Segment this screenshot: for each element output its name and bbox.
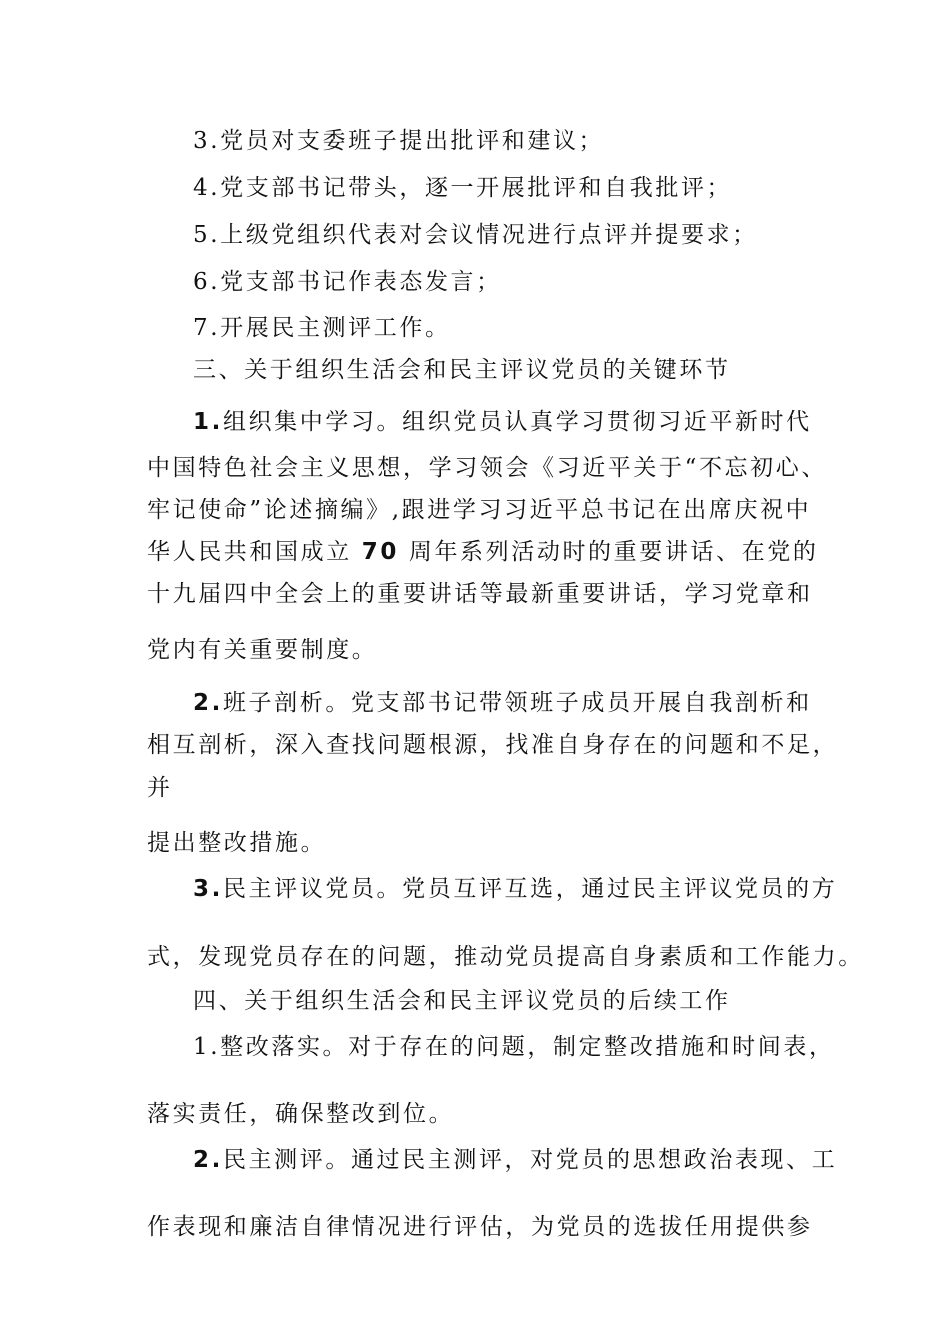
key-step-1-line-1 [193,407,812,437]
key-step-1-line-3: 牢记使命”论述摘编》,跟进学习习近平总书记在出席庆祝中 [147,497,812,523]
key-step-3-line-2: 式，发现党员存在的问题，推动党员提高自身素质和工作能力。 [147,944,864,970]
key-step-2-line-3: 并 [147,775,173,801]
key-step-1-line-4 [147,537,818,567]
procedure-item-6: 6.党支部书记作表态发言； [193,269,502,295]
key-step-1-line-4-pre: 华人民共和国成立 [147,539,362,565]
key-step-2-text: 班子剖析。党支部书记带领班子成员开展自我剖析和 [222,690,812,716]
procedure-item-5: 5.上级党组织代表对会议情况进行点评并提要求； [193,222,758,248]
key-step-1-line-2: 中国特色社会主义思想，学习领会《习近平关于“不忘初心、 [147,455,827,481]
key-step-1-line-4-post: 周年系列活动时的重要讲话、在党的 [398,539,819,565]
procedure-item-4: 4.党支部书记带头，逐一开展批评和自我批评； [193,175,733,201]
follow-up-2-text: 民主测评。通过民主测评，对党员的思想政治表现、工 [222,1147,838,1173]
follow-up-1-line-1: 1.整改落实。对于存在的问题，制定整改措施和时间表， [193,1034,835,1060]
key-step-2-line-4: 提出整改措施。 [147,830,327,856]
follow-up-1-line-2: 落实责任，确保整改到位。 [147,1101,455,1127]
key-step-2-number: 2. [193,690,223,716]
key-step-2-line-1 [193,688,812,718]
follow-up-2-number: 2. [193,1147,223,1173]
key-step-3-number: 3. [193,876,223,902]
section-heading-3: 三、关于组织生活会和民主评议党员的关键环节 [193,357,731,383]
key-step-3-text: 民主评议党员。党员互评互选，通过民主评议党员的方 [222,876,838,902]
section-heading-4: 四、关于组织生活会和民主评议党员的后续工作 [193,988,731,1014]
anniversary-number: 70 [361,539,399,565]
key-step-1-number: 1. [193,409,223,435]
follow-up-2-line-2: 作表现和廉洁自律情况进行评估，为党员的选拔任用提供参 [147,1214,813,1240]
key-step-3-line-1 [193,874,837,904]
follow-up-2-line-1 [193,1145,837,1175]
key-step-1-line-5: 十九届四中全会上的重要讲话等最新重要讲话，学习党章和 [147,581,813,607]
procedure-item-7: 7.开展民主测评工作。 [193,315,451,341]
key-step-1-line-6: 党内有关重要制度。 [147,637,378,663]
key-step-2-line-2: 相互剖析，深入查找问题根源，找准自身存在的问题和不足， [147,732,839,758]
key-step-1-text: 组织集中学习。组织党员认真学习贯彻习近平新时代 [222,409,812,435]
procedure-item-3: 3.党员对支委班子提出批评和建议； [193,128,605,154]
